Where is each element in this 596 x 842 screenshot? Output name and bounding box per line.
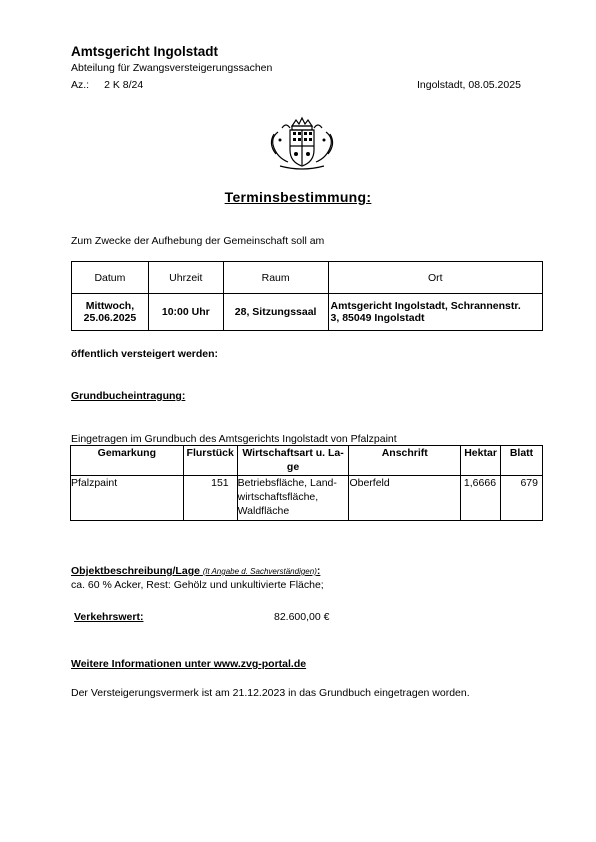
department-name: Abteilung für Zwangsversteigerungssachen <box>71 62 273 74</box>
header-blatt: Blatt <box>501 446 543 476</box>
verkehrswert-value: 82.600,00 € <box>274 611 330 623</box>
wirtschaftsart-line-1: Betriebsfläche, Land- <box>237 477 337 489</box>
case-number-label: Az.: <box>71 79 90 91</box>
grundbuch-subtitle: Eingetragen im Grundbuch des Amtsgerichts Ingolstadt von Pfalzpaint <box>71 433 397 445</box>
appointment-table <box>71 261 543 331</box>
header-wirtschaftsart-line-2: ge <box>286 461 300 473</box>
objekt-heading-colon: : <box>316 565 321 577</box>
appointment-row <box>72 294 543 331</box>
cell-anschrift: Oberfeld <box>349 476 461 521</box>
wirtschaftsart-line-3: Waldfläche <box>237 505 290 517</box>
header-hektar: Hektar <box>461 446 501 476</box>
bavarian-coat-of-arms-icon <box>262 112 342 172</box>
place-line-1: Amtsgericht Ingolstadt, Schrannenstr. <box>330 300 521 312</box>
grundbuch-table <box>70 445 543 521</box>
purpose-text: Zum Zwecke der Aufhebung der Gemeinschaft soll am <box>71 235 325 247</box>
more-info-link[interactable]: Weitere Informationen unter www.zvg-portal.de <box>71 658 307 670</box>
cell-gemarkung: Pfalzpaint <box>71 476 184 521</box>
header-raum: Raum <box>223 262 328 294</box>
header-gemarkung: Gemarkung <box>71 446 184 476</box>
appointment-place <box>328 294 542 331</box>
cell-flurstueck: 151 <box>183 476 237 521</box>
document-title: Terminsbestimmung: <box>224 189 372 205</box>
objekt-heading <box>71 565 320 577</box>
header-datum: Datum <box>72 262 149 294</box>
case-number-value: 2 K 8/24 <box>104 79 144 91</box>
objekt-heading-text: Objektbeschreibung/Lage <box>71 565 200 577</box>
registration-note: Der Versteigerungsvermerk ist am 21.12.2023 in das Grundbuch eingetragen worden. <box>71 687 470 699</box>
objekt-heading-note: (lt Angabe d. Sachverständigen) <box>202 567 317 576</box>
grundbuch-header-row <box>71 446 543 476</box>
appointment-header-row <box>72 262 543 294</box>
cell-wirtschaftsart <box>237 476 349 521</box>
objekt-text: ca. 60 % Acker, Rest: Gehölz und unkultivierte Fläche; <box>71 579 324 591</box>
header-anschrift: Anschrift <box>349 446 461 476</box>
appointment-date <box>72 294 149 331</box>
verkehrswert-label: Verkehrswert: <box>74 611 144 623</box>
court-name: Amtsgericht Ingolstadt <box>71 44 219 59</box>
grundbuch-heading: Grundbucheintragung: <box>71 390 186 402</box>
date-value: 25.06.2025 <box>83 312 137 324</box>
date-weekday: Mittwoch, <box>85 300 135 312</box>
case-number <box>71 79 143 91</box>
header-ort: Ort <box>328 262 542 294</box>
appointment-time: 10:00 Uhr <box>148 294 223 331</box>
header-wirtschaftsart <box>237 446 349 476</box>
appointment-room: 28, Sitzungssaal <box>223 294 328 331</box>
cell-blatt: 679 <box>501 476 543 521</box>
sold-text: öffentlich versteigert werden: <box>71 348 219 360</box>
wirtschaftsart-line-2: wirtschaftsfläche, <box>237 491 319 503</box>
place-line-2: 3, 85049 Ingolstadt <box>330 312 425 324</box>
table-row <box>71 476 543 521</box>
place-date: Ingolstadt, 08.05.2025 <box>417 79 521 91</box>
header-wirtschaftsart-line-1: Wirtschaftsart u. La- <box>242 447 344 459</box>
header-flurstueck: Flurstück <box>183 446 237 476</box>
cell-hektar: 1,6666 <box>461 476 501 521</box>
header-uhrzeit: Uhrzeit <box>148 262 223 294</box>
